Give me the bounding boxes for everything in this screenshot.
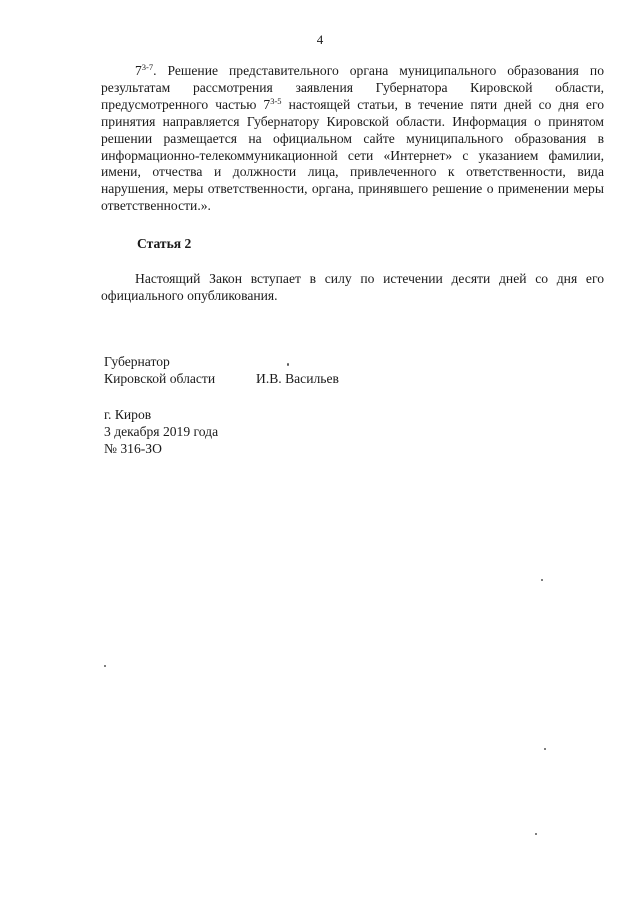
scan-speck [544, 748, 546, 750]
document-place: г. Киров [104, 407, 152, 422]
document-number: № 316-ЗО [104, 441, 162, 456]
clause-reference-superscript: 3-5 [270, 95, 282, 106]
paragraph-text-part-b: настоящей статьи, в течение пяти дней со дня его принятия направляется Губернатору Кировской области. Информация о принятом решении размещается на официальном сайте муниципального образования в информационно-телекоммуникационной сети «Интернет» с указанием фамилии, имени, отчества и должности лица, привлеченного к ответственности, вида нарушения, меры ответственности, органа, принявшего решение о применении меры ответственности.». [101, 96, 604, 214]
scan-speck [541, 579, 543, 581]
signatory-title-line1: Губернатор [104, 354, 170, 369]
document-date: 3 декабря 2019 года [104, 424, 219, 439]
article-2-paragraph: Настоящий Закон вступает в силу по истечении десяти дней со дня его официального опубликования. [101, 271, 604, 303]
scan-speck [104, 665, 106, 667]
signatory-title-line2: Кировской области [104, 371, 216, 386]
scan-speck [535, 833, 537, 835]
paragraph-7-3-7 [101, 63, 604, 215]
clause-number-superscript: 3-7 [141, 62, 154, 72]
page-number: 4 [316, 32, 324, 47]
scan-speck [287, 363, 289, 366]
clause-number: 7 [135, 63, 142, 78]
article-2-heading: Статья 2 [137, 236, 192, 251]
paragraph-text-part-a: . Решение представительного органа муниципального образования по результатам рассмотрения заявления Губернатора Кировской области, предусмотренного частью 7 [101, 63, 604, 112]
signatory-name: И.В. Васильев [256, 371, 339, 386]
